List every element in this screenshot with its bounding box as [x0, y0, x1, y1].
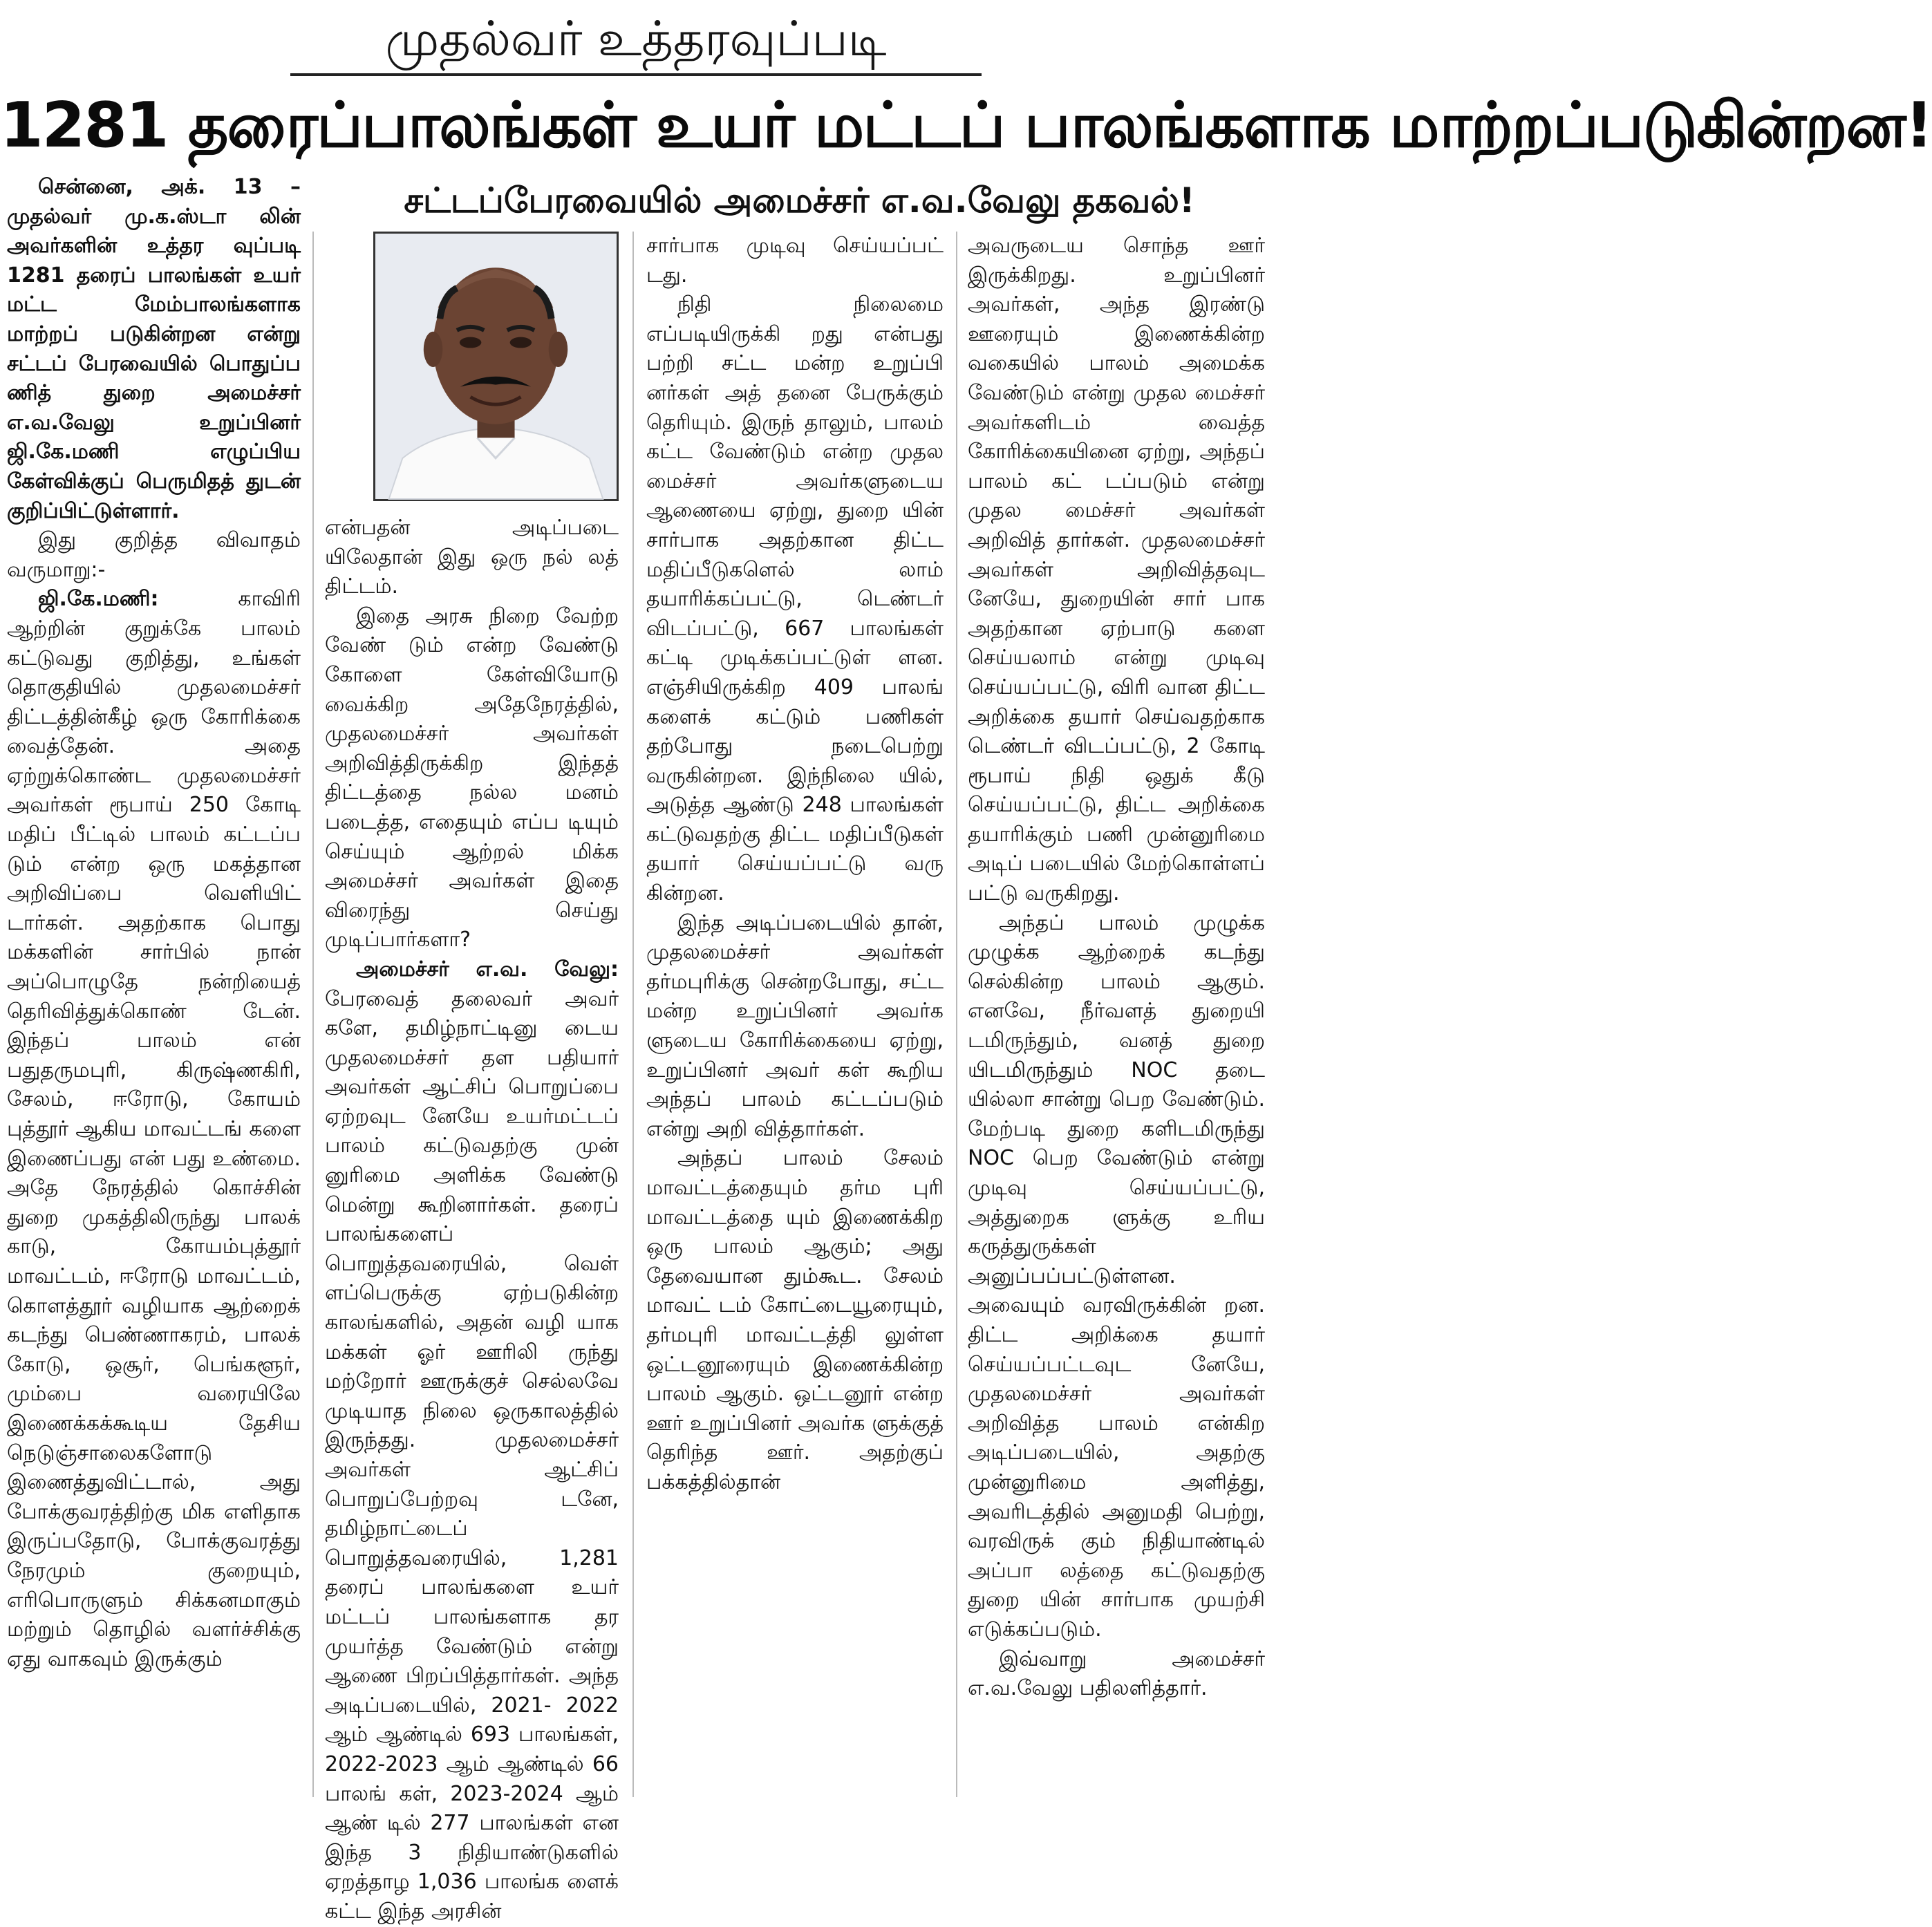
article-column-1 [7, 173, 301, 1797]
paragraph [7, 585, 301, 1674]
paragraph-text: அந்தப் பாலம் முழுக்க முழுக்க ஆற்றைக் கடந்து செல்கின்ற பாலம் ஆகும். எனவே, நீர்வளத் துறையி டமிருந்தும், வனத் துறை யிடமிருந்தும் NOC தடை யில்லா சான்று பெற வேண்டும். மேற்படி துறை களிடமிருந்து NOC பெற வேண்டும் என்று முடிவு செய்யப்பட்டு, அத்துறைக ளுக்கு உரிய கருத்துருக்கள் அனுப்பப்பட்டுள்ளன. அவையும் வரவிருக்கின் றன. திட்ட அறிக்கை தயார் செய்யப்பட்டவுட னேயே, முதலமைச்சர் அவர்கள் அறிவித்த பாலம் என்கிற அடிப்படையில், அதற்கு முன்னுரிமை அளித்து, அவரிடத்தில் அனுமதி பெற்று, வரவிருக் கும் நிதியாண்டில் அப்பா லத்தை கட்டுவதற்கு துறை யின் சார்பாக முயற்சி எடுக்கப்படும். [968, 910, 1265, 1642]
paragraph-text: இவ்வாறு அமைச்சர் எ.வ.வேலு பதிலளித்தார். [968, 1646, 1265, 1701]
paragraph-text: இது குறித்த விவாதம் வருமாறு:- [7, 528, 301, 582]
article-column-4 [968, 232, 1265, 1797]
paragraph-text: சார்பாக முடிவு செய்யப்பட் டது. [646, 234, 944, 288]
column-divider [312, 232, 314, 1797]
portrait-photo [373, 232, 619, 501]
paragraph [646, 909, 944, 1145]
subheadline: சட்டப்பேரவையில் அமைச்சர் எ.வ.வேலு தகவல்! [404, 180, 1195, 220]
paragraph [325, 955, 619, 1927]
paragraph-text: இந்த அடிப்படையில் தான், முதலமைச்சர் அவர்கள் தர்மபுரிக்கு சென்றபோது, சட்ட மன்ற உறுப்பினர் அவர்க ளுடைய கோரிக்கையை ஏற்று, உறுப்பினர் அவர் கள் கூறிய அந்தப் பாலம் கட்டப்படும் என்று அறி வித்தார்கள். [646, 910, 944, 1141]
paragraph [646, 1144, 944, 1497]
speaker-name: அமைச்சர் எ.வ. வேலு: [356, 957, 619, 981]
paragraph [7, 526, 301, 585]
column-divider [956, 232, 957, 1797]
paragraph-text: அவருடைய சொந்த ஊர் இருக்கிறது. உறுப்பினர் அவர்கள், அந்த இரண்டு ஊரையும் இணைக்கின்ற வகையில் பாலம் அமைக்க வேண்டும் என்று முதல மைச்சர் அவர்களிடம் வைத்த கோரிக்கையினை ஏற்று, அந்தப் பாலம் கட் டப்படும் என்று முதல மைச்சர் அவர்கள் அறிவித் தார்கள். முதலமைச்சர் அவர்கள் அறிவித்தவுட னேயே, துறையின் சார் பாக அதற்கான ஏற்பாடு களை செய்யலாம் என்று முடிவு செய்யப்பட்டு, விரி வான திட்ட அறிக்கை தயார் செய்வதற்காக டெண்டர் விடப்பட்டு, 2 கோடி ரூபாய் நிதி ஒதுக் கீடு செய்யப்பட்டு, திட்ட அறிக்கை தயாரிக்கும் பணி முன்னுரிமை அடிப் படையில் மேற்கொள்ளப் பட்டு வருகிறது. [968, 234, 1265, 906]
paragraph [7, 173, 301, 526]
article-column-2 [325, 232, 619, 1924]
column-divider [632, 232, 634, 1797]
paragraph [968, 909, 1265, 1645]
paragraph-text: நிதி நிலைமை எப்படியிருக்கி றது என்பது பற்றி சட்ட மன்ற உறுப்பி னர்கள் அத் தனை பேருக்கும் தெரியும். இருந் தாலும், பாலம் கட்ட வேண்டும் என்ற முதல மைச்சர் அவர்களுடைய ஆணையை ஏற்று, துறை யின் சார்பாக அதற்கான திட்ட மதிப்பீடுகளெல் லாம் தயாரிக்கப்பட்டு, டெண்டர் விடப்பட்டு, 667 பாலங்கள் கட்டி முடிக்கப்பட்டுள் ளன. எஞ்சியிருக்கிற 409 பாலங் களைக் கட்டும் பணிகள் தற்போது நடைபெற்று வருகின்றன. இந்நிலை யில், அடுத்த ஆண்டு 248 பாலங்கள் கட்டுவதற்கு திட்ட மதிப்பீடுகள் தயார் செய்யப்பட்டு வரு கின்றன. [646, 292, 944, 906]
paragraph-text: காவிரி ஆற்றின் குறுக்கே பாலம் கட்டுவது குறித்து, உங்கள் தொகுதியில் முதலமைச்சர் திட்டத்தின்கீழ் ஒரு கோரிக்கை வைத்தேன். அதை ஏற்றுக்கொண்ட முதலமைச்சர் அவர்கள் ரூபாய் 250 கோடி மதிப் பீட்டில் பாலம் கட்டப்ப டும் என்ற ஒரு மகத்தான அறிவிப்பை வெளியிட் டார்கள். அதற்காக பொது மக்களின் சார்பில் நான் அப்பொழுதே நன்றியைத் தெரிவித்துக்கொண் டேன். இந்தப் பாலம் என் பதுதருமபுரி, கிருஷ்ணகிரி, சேலம், ஈரோடு, கோயம் புத்தூர் ஆகிய மாவட்டங் களை இணைப்பது என் பது உண்மை. அதே நேரத்தில் கொச்சின் துறை முகத்திலிருந்து பாலக் காடு, கோயம்புத்தூர் மாவட்டம், ஈரோடு மாவட்டம், கொளத்தூர் வழியாக ஆற்றைக் கடந்து பெண்ணாகரம், பாலக் கோடு, ஒசூர், பெங்களூர், மும்பை வரையிலே இணைக்கக்கூடிய தேசிய நெடுஞ்சாலைகளோடு இணைத்துவிட்டால், அது போக்குவரத்திற்கு மிக எளிதாக இருப்பதோடு, போக்குவரத்து நேரமும் குறையும், எரிபொருளும் சிக்கனமாகும் மற்றும் தொழில் வளர்ச்சிக்கு ஏது வாகவும் இருக்கும் [7, 587, 301, 1671]
paragraph [968, 232, 1265, 909]
portrait-photo-icon [375, 234, 617, 499]
paragraph-text: அந்தப் பாலம் சேலம் மாவட்டத்தையும் தர்ம புரி மாவட்டத்தை யும் இணைக்கிற ஒரு பாலம் ஆகும்; அது தேவையான தும்கூட. சேலம் மாவட் டம் கோட்டையூரையும், தர்மபுரி மாவட்டத்தி லுள்ள ஒட்டனூரையும் இணைக்கின்ற பாலம் ஆகும். ஒட்டனூர் என்ற ஊர் உறுப்பினர் அவர்க ளுக்குத் தெரிந்த ஊர். அதற்குப் பக்கத்தில்தான் [646, 1146, 944, 1494]
paragraph-text: என்பதன் அடிப்படை யிலேதான் இது ஒரு நல் லத் திட்டம். [325, 516, 619, 599]
speaker-name: ஜி.கே.மணி: [38, 587, 159, 612]
paragraph-text: சென்னை, அக். 13 – முதல்வர் மு.க.ஸ்டா லின் அவர்களின் உத்தர வுப்படி 1281 தரைப் பாலங்கள் உயர் மட்ட மேம்பாலங்களாக மாற்றப் படுகின்றன என்று சட்டப் பேரவையில் பொதுப்ப ணித் துறை அமைச்சர் எ.வ.வேலு உறுப்பினர் ஜி.கே.மணி எழுப்பிய கேள்விக்குப் பெருமிதத் துடன் குறிப்பிட்டுள்ளார். [7, 175, 301, 523]
paragraph-text: பேரவைத் தலைவர் அவர் களே, தமிழ்நாட்டினு டைய முதலமைச்சர் தள பதியார் அவர்கள் ஆட்சிப் பொறுப்பை ஏற்றவுட னேயே உயர்மட்டப் பாலம் கட்டுவதற்கு முன் னுரிமை அளிக்க வேண்டு மென்று கூறினார்கள். தரைப் பாலங்களைப் பொறுத்தவரையில், வெள் ளப்பெருக்கு ஏற்படுகின்ற காலங்களில், அதன் வழி யாக மக்கள் ஓர் ஊரிலி ருந்து மற்றோர் ஊருக்குச் செல்லவே முடியாத நிலை ஒருகாலத்தில் இருந்தது. முதலமைச்சர் அவர்கள் ஆட்சிப் பொறுப்பேற்றவு டனே, தமிழ்நாட்டைப் பொறுத்தவரையில், 1,281 தரைப் பாலங்களை உயர் மட்டப் பாலங்களாக தர முயர்த்த வேண்டும் என்று ஆணை பிறப்பித்தார்கள். அந்த அடிப்படையில், 2021- 2022 ஆம் ஆண்டில் 693 பாலங்கள், 2022-2023 ஆம் ஆண்டில் 66 பாலங் கள், 2023-2024 ஆம் ஆண் டில் 277 பாலங்கள் என இந்த 3 நிதியாண்டுகளில் ஏறத்தாழ 1,036 பாலங்க ளைக் கட்ட இந்த அரசின் [325, 986, 619, 1924]
paragraph [325, 602, 619, 955]
paragraph [646, 232, 944, 290]
paragraph [968, 1645, 1265, 1704]
article-column-3 [646, 232, 944, 1797]
paragraph-text: இதை அரசு நிறை வேற்ற வேண் டும் என்ற வேண்டு கோளை கேள்வியோடு வைக்கிற அதேநேரத்தில், முதலமைச்சர் அவர்கள் அறிவித்திருக்கிற இந்தத் திட்டத்தை நல்ல மனம் படைத்த, எதையும் எப்ப டியும் செய்யும் ஆற்றல் மிக்க அமைச்சர் அவர்கள் இதை விரைந்து செய்து முடிப்பார்களா? [325, 603, 619, 952]
paragraph [646, 290, 944, 908]
headline: 1281 தரைப்பாலங்கள் உயர் மட்டப் பாலங்களாக மாற்றப்படுகின்றன! [0, 89, 1932, 162]
kicker-title: முதல்வர் உத்தரவுப்படி [290, 4, 982, 76]
